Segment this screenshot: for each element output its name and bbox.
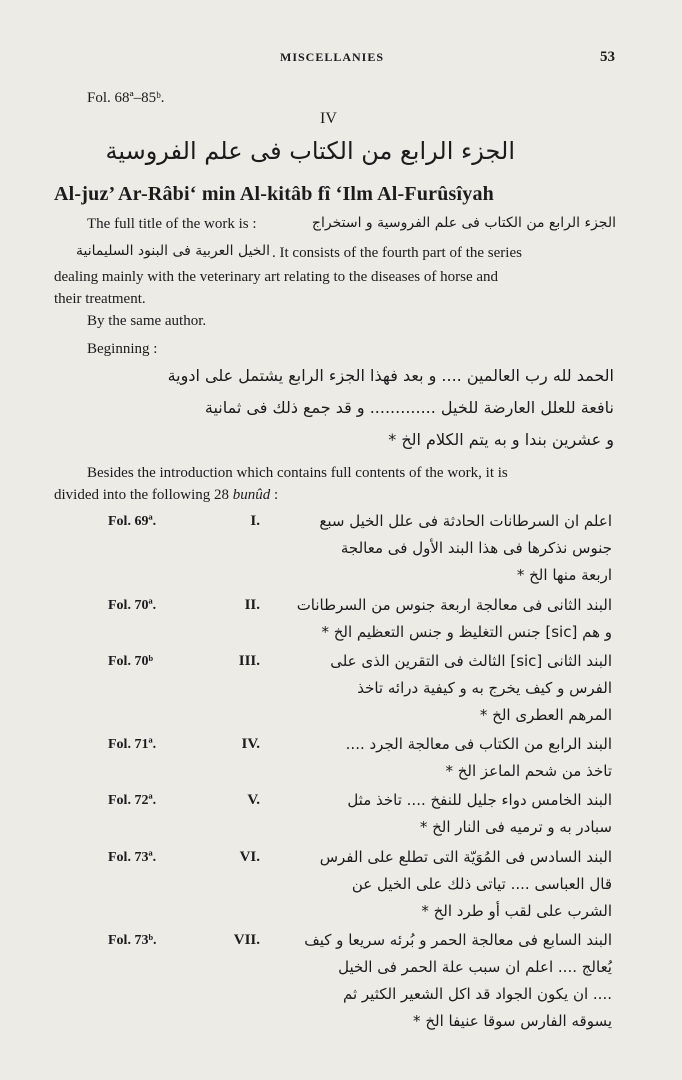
intro-line-2-post: :	[270, 487, 279, 503]
entry-numeral: III.	[238, 653, 260, 669]
entry-line: البند الثانى فى معالجة اربعة جنوس من السرطانات	[296, 596, 612, 614]
arabic-title: الجزء الرابع من الكتاب فى علم الفروسية	[105, 137, 515, 165]
entry-folio: Fol. 71ª.	[108, 737, 157, 752]
entry-line: البند الثانى [sic] الثالث فى التقرين الذى على	[330, 652, 612, 670]
entry-line: البند السابع فى معالجة الحمر و بُرئه سريعا و كيف	[304, 931, 612, 949]
entry-folio: Fol. 73ª.	[108, 850, 157, 865]
entry-numeral: V.	[247, 792, 260, 808]
full-title-text-3: their treatment.	[54, 291, 146, 307]
entry-numeral: IV.	[241, 736, 260, 752]
entry-line: البند الخامس دواء جليل للنفخ .... تاخذ مثل	[347, 791, 612, 809]
full-title-text-2: dealing mainly with the veterinary art relating to the diseases of horse and	[54, 269, 499, 285]
entry-folio: Fol. 70ª.	[108, 598, 157, 613]
page-number: 53	[600, 49, 615, 65]
incipit-line-3: و عشرين بندا و به يتم الكلام الخ *	[388, 430, 614, 449]
entry-folio: Fol. 73ᵇ.	[108, 933, 157, 948]
incipit-line-1: الحمد لله رب العالمين .... و بعد فهذا الجزء الرابع يشتمل على ادوية	[167, 366, 614, 385]
full-title-arabic-1: الجزء الرابع من الكتاب فى علم الفروسية و استخراج	[311, 215, 616, 231]
entry-line: البند السادس فى المُوَيّة التى تطلع على الفرس	[319, 848, 612, 866]
running-title: MISCELLANIES	[280, 50, 385, 64]
entry-line: يسوقه الفارس سوقا عنيفا الخ *	[413, 1012, 612, 1030]
entry-numeral: II.	[244, 597, 260, 613]
transliterated-title: Al-juz’ Ar-Râbi‘ min Al-kitâb fî ‘Ilm Al-Furûsîyah	[54, 183, 495, 205]
entry-line: الشرب على لقب أو طرد الخ *	[421, 902, 612, 920]
intro-line-2-term: bunûd	[232, 487, 271, 503]
section-numeral: IV	[320, 110, 337, 127]
entry-numeral: VI.	[239, 849, 260, 865]
entry-folio: Fol. 72ª.	[108, 793, 157, 808]
full-title-arabic-2: الخيل العربية فى البنود السليمانية	[75, 243, 270, 259]
intro-line-1: Besides the introduction which contains full contents of the work, it is	[87, 465, 508, 481]
entry-line: جنوس نذكرها فى هذا البند الأول فى معالجة	[340, 539, 612, 557]
intro-line-2	[54, 487, 278, 504]
entry-line: البند الرابع من الكتاب فى معالجة الجرد ....	[345, 735, 612, 753]
same-author-note: By the same author.	[87, 313, 207, 329]
entry-line: سبادر به و ترميه فى النار الخ *	[419, 818, 612, 836]
beginning-label: Beginning :	[87, 341, 158, 357]
entry-numeral: I.	[250, 513, 260, 529]
entry-numeral: VII.	[233, 932, 260, 948]
full-title-lead: The full title of the work is :	[87, 216, 257, 232]
entry-line: المرهم العطرى الخ *	[479, 706, 612, 724]
entry-folio: Fol. 70ᵇ	[108, 654, 153, 669]
entry-line: تاخذ من شحم الماعز الخ *	[445, 762, 612, 780]
entry-line: الفرس و كيف يخرج به و كيفية درائه تاخذ	[357, 679, 612, 697]
full-title-text-1: . It consists of the fourth part of the series	[272, 245, 522, 261]
entry-line: و هم [sic] جنس التغليظ و جنس التعظيم الخ *	[321, 623, 612, 641]
folio-range: Fol. 68ª–85ᵇ.	[87, 90, 165, 106]
entry-folio: Fol. 69ª.	[108, 514, 157, 529]
entry-line: .... ان يكون الجواد قد اكل الشعير الكثير ثم	[342, 985, 612, 1003]
entry-line: قال العباسى .... تياتى ذلك على الخيل عن	[351, 875, 612, 893]
intro-line-2-pre: divided into the following 28	[54, 487, 233, 503]
entry-line: اعلم ان السرطانات الحادثة فى علل الخيل سبع	[319, 512, 612, 530]
entry-line: يُعالج .... اعلم ان سبب علة الحمر فى الخيل	[338, 958, 612, 976]
incipit-line-2: نافعة للعلل العارضة للخيل ............. و قد جمع ذلك فى ثمانية	[204, 398, 614, 417]
entry-line: اربعة منها الخ *	[516, 566, 612, 584]
